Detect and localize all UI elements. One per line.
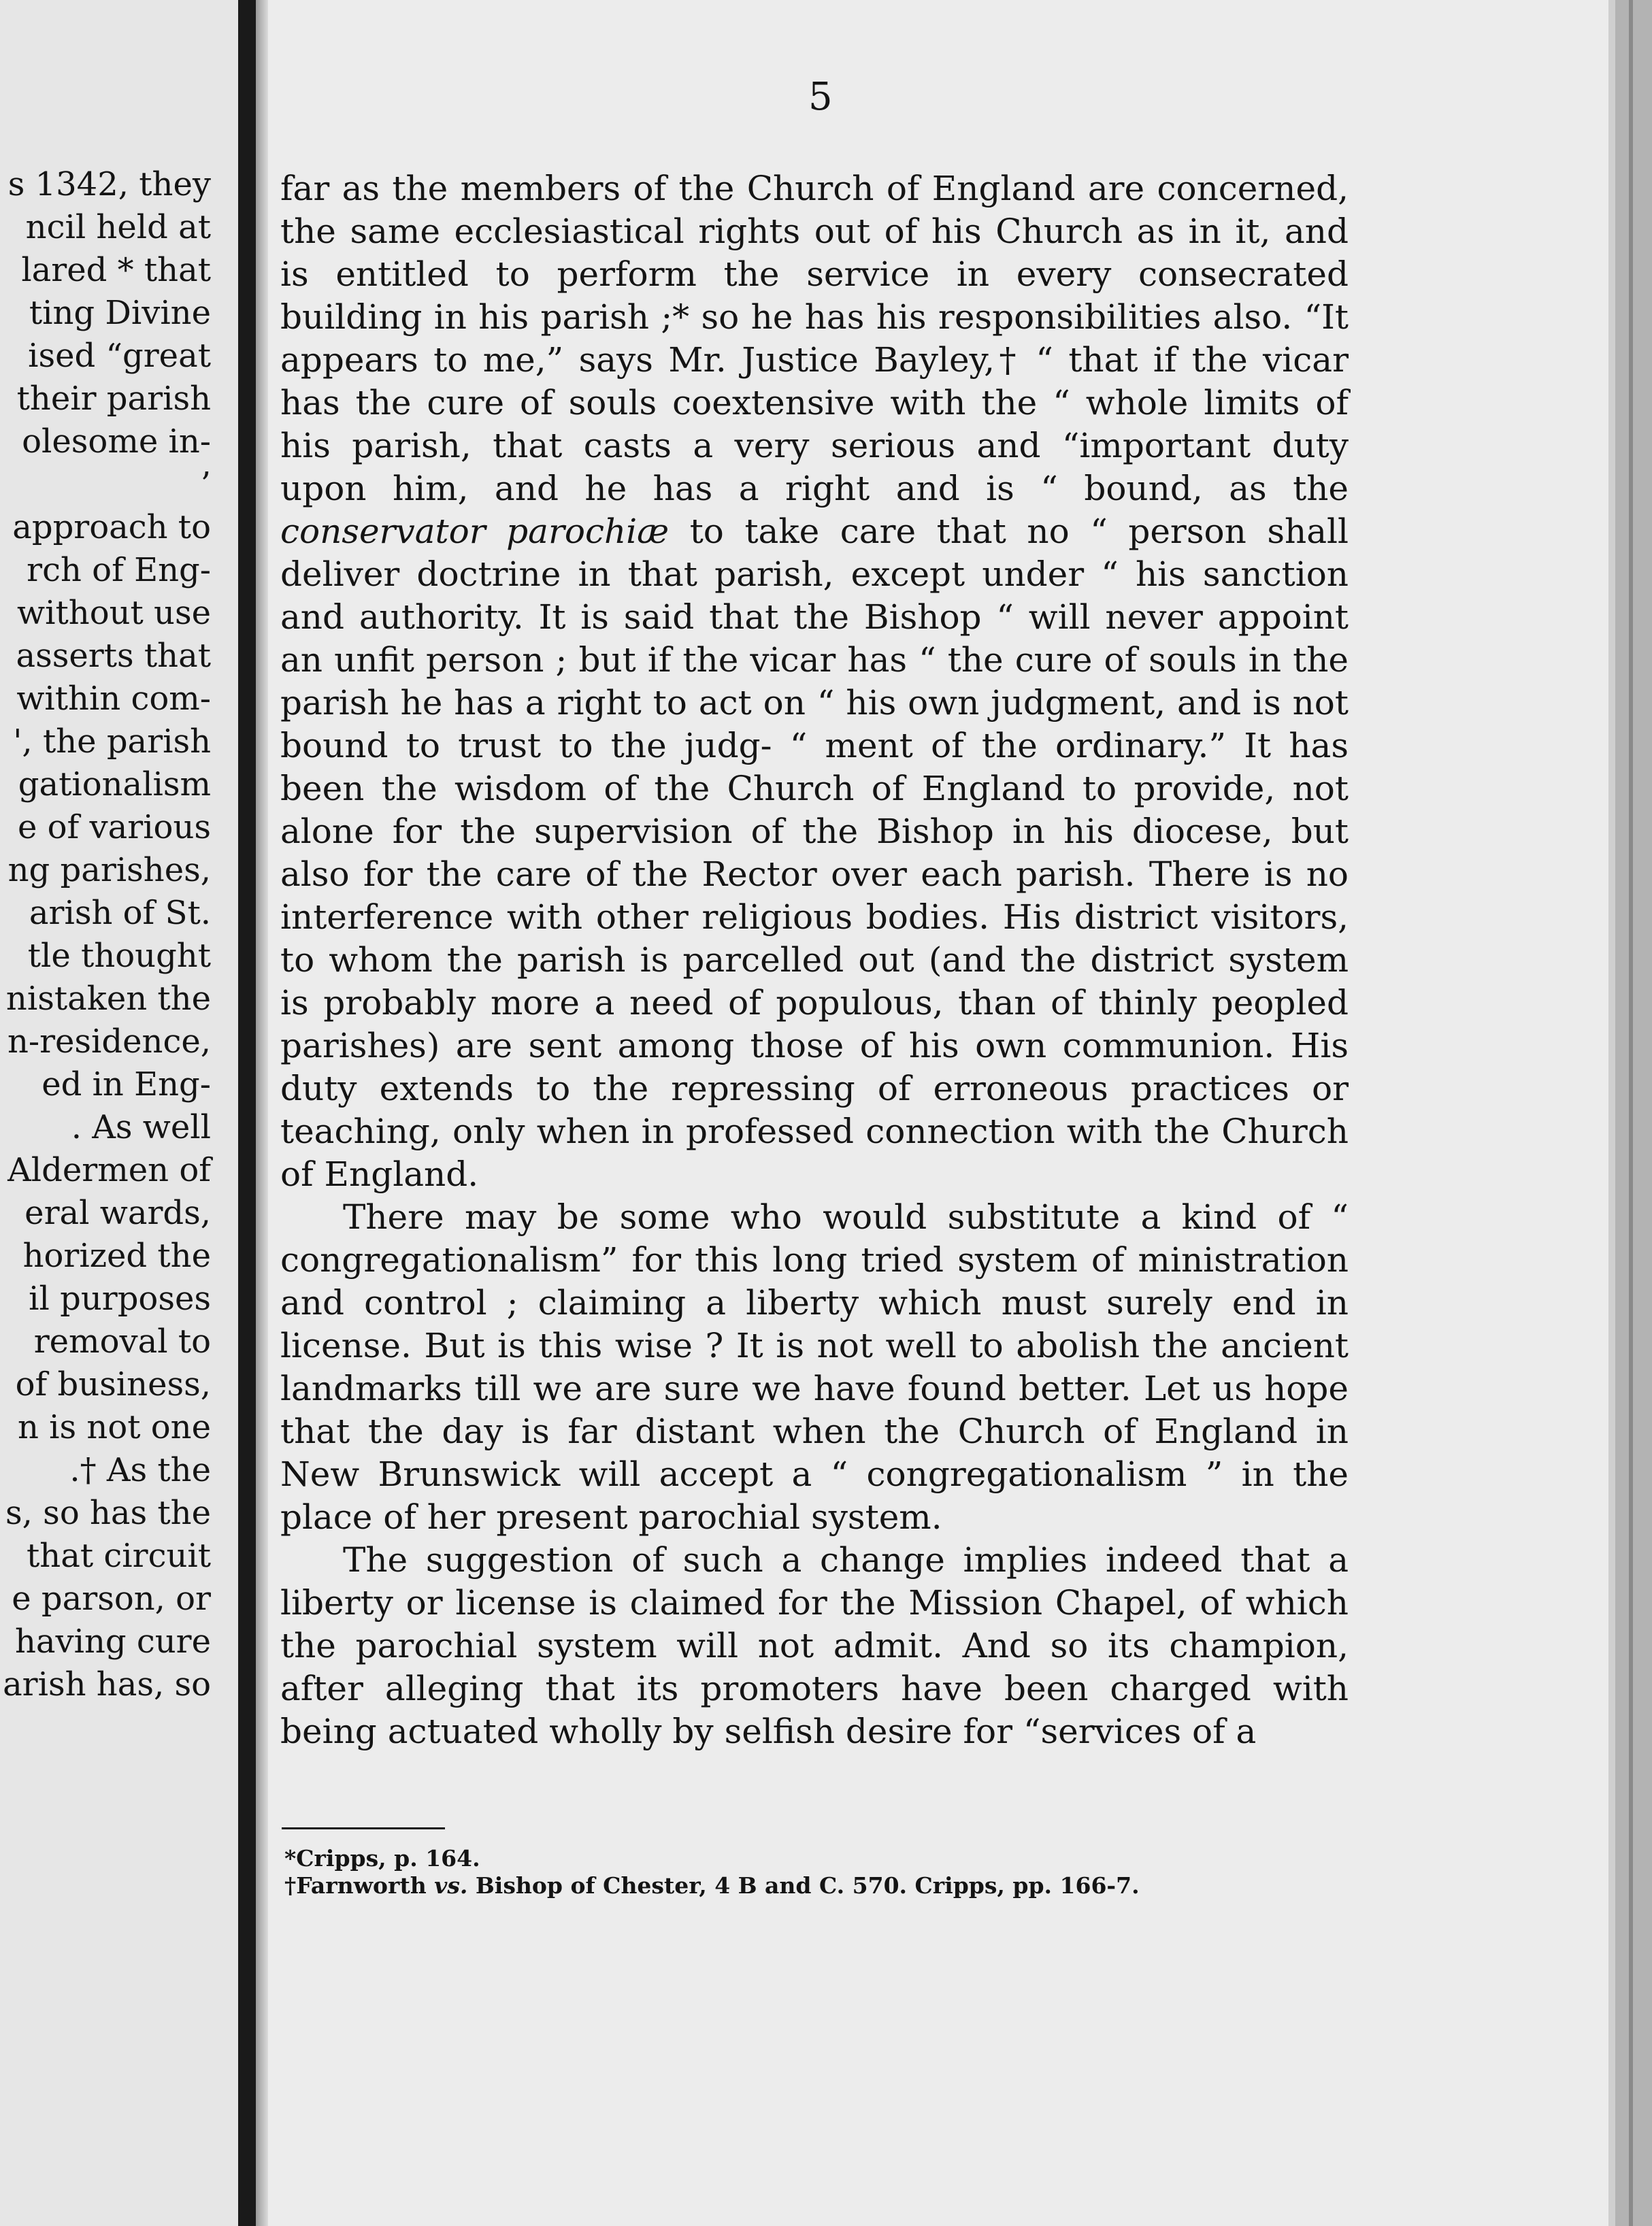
left-page-line: having cure bbox=[14, 1623, 211, 1661]
paragraph-2: There may be some who would substitute a kind of “ congregationalism” for this long tried system of ministration and control ; claiming a liberty which must surely end in license. But is this wise ? It is not well to abolish the ancient landmarks till we are sure we have found better. Let us hope that the day is far distant when the Church of England in New Brunswick will accept a “ congregationalism ” in the place of her present parochial system. bbox=[280, 1197, 1349, 1537]
footnotes bbox=[284, 1845, 1237, 1899]
left-page-text bbox=[0, 163, 211, 1706]
left-page-line: olesome in- bbox=[22, 422, 211, 461]
left-page-line: il purposes bbox=[29, 1280, 211, 1318]
left-page-line: ', the parish bbox=[13, 722, 211, 761]
paragraph-1-start: far as the members of the Church of England are concerned, the same ecclesiastical rights out of his Church as in it, and is entitled to perform the service in every consecrated building in his parish ;* so he has his responsibilities also. “It appears to me,” says Mr. Justice Bayley,† “ that if the vicar has the cure of souls coextensive with the “ whole limits of his parish, that casts a very serious and “important duty upon him, and he has a right and is “ bound, as the bbox=[280, 169, 1349, 508]
left-page-line: nistaken the bbox=[5, 980, 211, 1018]
left-page-line: gationalism bbox=[18, 765, 211, 803]
left-page-line: that circuit bbox=[27, 1537, 211, 1575]
left-page-line: approach to bbox=[12, 508, 211, 546]
left-page-line: eral wards, bbox=[24, 1194, 211, 1232]
left-page-line: n-residence, bbox=[7, 1023, 211, 1061]
left-page-line: their parish bbox=[16, 380, 211, 418]
left-page-line: n is not one bbox=[18, 1408, 211, 1446]
left-page-line: arish has, so bbox=[3, 1665, 211, 1704]
left-page-line: s 1342, they bbox=[7, 165, 211, 203]
left-page-line: within com- bbox=[16, 680, 211, 718]
page-edge bbox=[1629, 0, 1633, 2226]
left-page-line: of business, bbox=[15, 1365, 211, 1403]
left-page-fragment bbox=[0, 0, 238, 2226]
left-page-line: lared * that bbox=[21, 251, 211, 289]
left-page-line: tle thought bbox=[27, 937, 211, 975]
left-page-line: e of various bbox=[17, 808, 211, 846]
footnote-2-end: Bishop of Chester, 4 B and C. 570. Cripps, pp. 166-7. bbox=[467, 1872, 1140, 1899]
paragraph-1 bbox=[280, 167, 1349, 1196]
left-page-line: ng parishes, bbox=[7, 851, 211, 889]
gutter-shadow bbox=[256, 0, 268, 2226]
left-page-line: asserts that bbox=[16, 637, 211, 675]
footnote-divider bbox=[282, 1827, 445, 1829]
left-page-line: .† As the bbox=[69, 1451, 211, 1489]
left-page-line: s, so has the bbox=[5, 1494, 211, 1532]
left-page-line: removal to bbox=[33, 1323, 211, 1361]
left-page-line: ncil held at bbox=[25, 208, 211, 246]
left-page-line: without use bbox=[17, 594, 211, 632]
left-page-line: ’ bbox=[200, 465, 211, 503]
footnote-2-start: †Farnworth bbox=[284, 1872, 435, 1899]
left-page-line: arish of St. bbox=[29, 894, 211, 932]
left-page-line: ting Divine bbox=[29, 294, 211, 332]
body-text bbox=[280, 167, 1349, 1753]
paragraph-1-end: to take care that no “ person shall deliver doctrine in that parish, except under “ his sanction and authority. It is said that the Bishop “ will never appoint an unfit person ; but if the vicar has “ the cure of souls in the parish he has a right to act on “ his own judgment, and is not bound to trust to the judg- “ ment of the ordinary.” It has been the wisdom of the Church of England to provide, not alone for the supervision of the Bishop in his diocese, but also for the care of the Rector over each parish. There is no interference with other religious bodies. His district visitors, to whom the parish is parcelled out (and the district system is probably more a need of populous, than of thinly peopled parishes) are sent among those of his own communion. His duty extends to the repressing of erroneous practices or teaching, only when in professed connection with the Church of England. bbox=[280, 512, 1349, 1194]
page-number: 5 bbox=[808, 75, 833, 119]
left-page-line: horized the bbox=[22, 1237, 211, 1275]
footnote-2-italic: vs. bbox=[434, 1872, 468, 1899]
page-edge bbox=[1608, 0, 1615, 2226]
italic-phrase: conservator parochiæ bbox=[280, 512, 670, 551]
paragraph-3: The suggestion of such a change implies indeed that a liberty or license is claimed for the Mission Chapel, of which the parochial system will not admit. And so its champion, after alleging that its promoters have been charged with being actuated wholly by selfish desire for “services of a bbox=[280, 1540, 1349, 1751]
page-gutter bbox=[238, 0, 256, 2226]
left-page-line: rch of Eng- bbox=[27, 551, 211, 589]
left-page-line: ised “great bbox=[28, 337, 211, 375]
left-page-line: Aldermen of bbox=[7, 1151, 211, 1189]
page-edge bbox=[1615, 0, 1652, 2226]
footnote-1: *Cripps, p. 164. bbox=[284, 1845, 480, 1872]
left-page-line: ed in Eng- bbox=[42, 1065, 211, 1103]
left-page-line: e parson, or bbox=[12, 1580, 211, 1618]
left-page-line: . As well bbox=[71, 1108, 211, 1146]
footnote-2 bbox=[284, 1872, 1237, 1899]
